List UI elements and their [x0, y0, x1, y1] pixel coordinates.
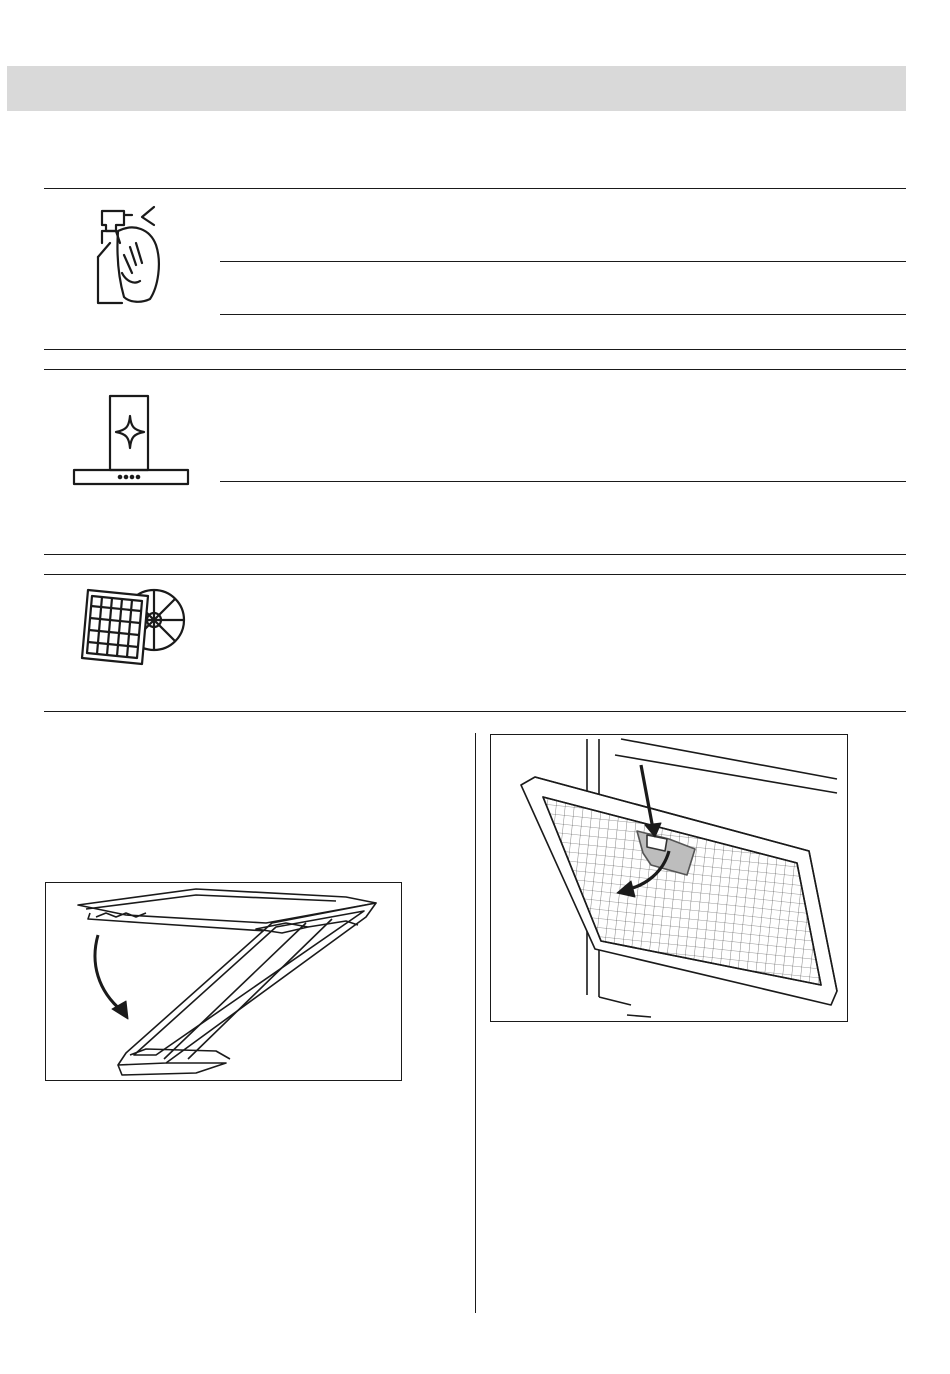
- column-separator: [475, 733, 476, 1313]
- divider-row2-top: [44, 369, 906, 370]
- grease-filter-carbon-filter-icon: [78, 584, 190, 666]
- divider-row1-bottom: [220, 314, 906, 315]
- divider-section2-end: [44, 554, 906, 555]
- spray-bottle-cloth-icon: [80, 203, 180, 307]
- divider-row3-top: [44, 574, 906, 575]
- divider-section1-end: [44, 349, 906, 350]
- hood-sparkle-icon: [72, 394, 190, 486]
- filter-release-handle-illustration: [490, 734, 848, 1022]
- filter-tilt-down-illustration: [45, 882, 402, 1081]
- divider-row1-mid: [220, 261, 906, 262]
- divider-row1-top: [44, 188, 906, 189]
- divider-row3-bottom: [44, 711, 906, 712]
- section-header-bar: [7, 66, 906, 111]
- divider-row2-mid: [220, 481, 906, 482]
